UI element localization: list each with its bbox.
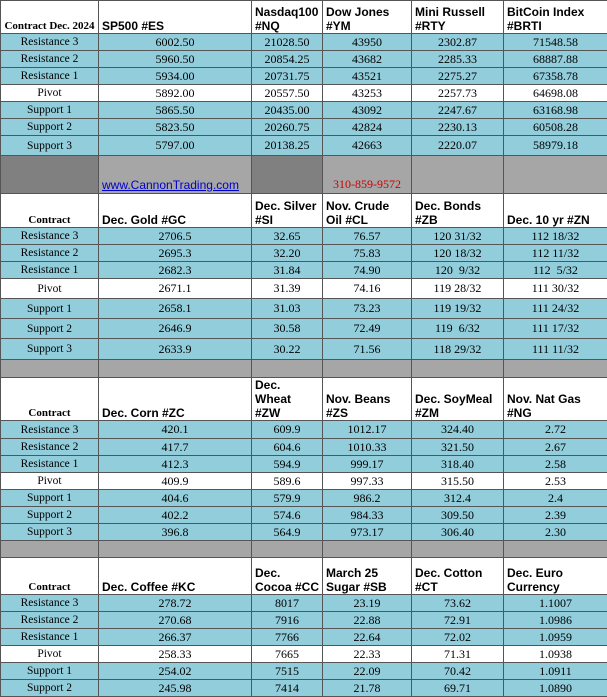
price-cell: 589.6 xyxy=(252,473,323,490)
row-label: Resistance 1 xyxy=(1,629,99,646)
pivot-table-body xyxy=(1,1,607,697)
price-cell: 112 5/32 xyxy=(504,262,607,279)
price-cell: 31.39 xyxy=(252,279,323,299)
column-header: Dec. 10 yr #ZN xyxy=(504,194,607,228)
row-label: Resistance 2 xyxy=(1,51,99,68)
price-cell: 32.65 xyxy=(252,228,323,245)
price-cell: 71548.58 xyxy=(504,34,607,51)
price-cell: 997.33 xyxy=(323,473,412,490)
table-row xyxy=(1,421,607,439)
column-header: March 25 Sugar #SB xyxy=(323,558,412,595)
table-row xyxy=(1,85,607,102)
price-cell: 417.7 xyxy=(99,439,252,456)
price-cell: 2220.07 xyxy=(412,136,504,156)
price-cell: 7766 xyxy=(252,629,323,646)
website-link[interactable]: www.CannonTrading.com xyxy=(99,156,252,194)
price-cell: 20854.25 xyxy=(252,51,323,68)
price-cell: 73.62 xyxy=(412,595,504,612)
price-cell: 2.67 xyxy=(504,439,607,456)
price-cell: 22.33 xyxy=(323,646,412,663)
table-row xyxy=(1,34,607,51)
column-header: Nov. Nat Gas #NG xyxy=(504,378,607,421)
price-cell: 71.56 xyxy=(323,339,412,360)
price-cell: 67358.78 xyxy=(504,68,607,85)
price-cell: 2275.27 xyxy=(412,68,504,85)
row-label: Resistance 2 xyxy=(1,245,99,262)
row-label: Resistance 2 xyxy=(1,439,99,456)
price-cell: 2230.13 xyxy=(412,119,504,136)
table-row xyxy=(1,299,607,319)
separator-cell xyxy=(252,156,323,194)
price-cell: 30.58 xyxy=(252,319,323,339)
price-cell: 119 28/32 xyxy=(412,279,504,299)
price-cell: 22.88 xyxy=(323,612,412,629)
row-label: Pivot xyxy=(1,473,99,490)
price-cell: 324.40 xyxy=(412,421,504,439)
price-cell: 2658.1 xyxy=(99,299,252,319)
price-cell: 58979.18 xyxy=(504,136,607,156)
separator-cell xyxy=(1,156,99,194)
column-header: BitCoin Index #BRTI xyxy=(504,1,607,34)
table-row xyxy=(1,245,607,262)
price-cell: 579.9 xyxy=(252,490,323,507)
price-cell: 20260.75 xyxy=(252,119,323,136)
price-cell: 75.83 xyxy=(323,245,412,262)
price-cell: 74.16 xyxy=(323,279,412,299)
row-label: Resistance 2 xyxy=(1,612,99,629)
price-cell: 409.9 xyxy=(99,473,252,490)
price-cell: 2706.5 xyxy=(99,228,252,245)
price-cell: 74.90 xyxy=(323,262,412,279)
contract-header: Contract xyxy=(1,194,99,228)
table-row xyxy=(1,524,607,541)
column-header: Dec. Corn #ZC xyxy=(99,378,252,421)
price-cell: 5934.00 xyxy=(99,68,252,85)
price-cell: 266.37 xyxy=(99,629,252,646)
price-cell: 2633.9 xyxy=(99,339,252,360)
table-row xyxy=(1,51,607,68)
price-cell: 120 18/32 xyxy=(412,245,504,262)
row-label: Resistance 1 xyxy=(1,262,99,279)
column-header: Dow Jones #YM xyxy=(323,1,412,34)
contract-header: Contract Dec. 2024 xyxy=(1,1,99,34)
row-label: Resistance 3 xyxy=(1,228,99,245)
price-cell: 2247.67 xyxy=(412,102,504,119)
table-row xyxy=(1,119,607,136)
price-cell: 76.57 xyxy=(323,228,412,245)
row-label: Support 3 xyxy=(1,524,99,541)
price-cell: 2646.9 xyxy=(99,319,252,339)
column-header: Nasdaq100 #NQ xyxy=(252,1,323,34)
table-row xyxy=(1,228,607,245)
column-header: Nov. Beans #ZS xyxy=(323,378,412,421)
price-cell: 119 19/32 xyxy=(412,299,504,319)
price-cell: 986.2 xyxy=(323,490,412,507)
price-cell: 1.1007 xyxy=(504,595,607,612)
price-cell: 318.40 xyxy=(412,456,504,473)
price-cell: 1.0959 xyxy=(504,629,607,646)
price-cell: 396.8 xyxy=(99,524,252,541)
price-cell: 5892.00 xyxy=(99,85,252,102)
price-cell: 118 29/32 xyxy=(412,339,504,360)
table-row xyxy=(1,102,607,119)
price-cell: 278.72 xyxy=(99,595,252,612)
price-cell: 112 11/32 xyxy=(504,245,607,262)
price-cell: 2302.87 xyxy=(412,34,504,51)
row-label: Resistance 3 xyxy=(1,595,99,612)
row-label: Resistance 3 xyxy=(1,34,99,51)
separator-cell xyxy=(504,541,607,558)
column-header: Dec. SoyMeal #ZM xyxy=(412,378,504,421)
price-cell: 64698.08 xyxy=(504,85,607,102)
price-cell: 43521 xyxy=(323,68,412,85)
price-cell: 2695.3 xyxy=(99,245,252,262)
price-cell: 1012.17 xyxy=(323,421,412,439)
table-row xyxy=(1,663,607,680)
row-label: Pivot xyxy=(1,85,99,102)
table-row xyxy=(1,339,607,360)
separator-cell xyxy=(252,360,323,378)
price-cell: 2285.33 xyxy=(412,51,504,68)
price-cell: 20138.25 xyxy=(252,136,323,156)
price-cell: 2.39 xyxy=(504,507,607,524)
price-cell: 20731.75 xyxy=(252,68,323,85)
price-cell: 42824 xyxy=(323,119,412,136)
price-cell: 63168.98 xyxy=(504,102,607,119)
price-cell: 258.33 xyxy=(99,646,252,663)
price-cell: 564.9 xyxy=(252,524,323,541)
price-cell: 2671.1 xyxy=(99,279,252,299)
price-cell: 2.72 xyxy=(504,421,607,439)
section-header-row xyxy=(1,194,607,228)
separator-cell xyxy=(99,360,252,378)
price-cell: 2682.3 xyxy=(99,262,252,279)
contract-header: Contract xyxy=(1,378,99,421)
price-cell: 5823.50 xyxy=(99,119,252,136)
price-cell: 7916 xyxy=(252,612,323,629)
column-header: Dec. Gold #GC xyxy=(99,194,252,228)
price-cell: 111 17/32 xyxy=(504,319,607,339)
table-row xyxy=(1,279,607,299)
price-cell: 72.49 xyxy=(323,319,412,339)
row-label: Support 2 xyxy=(1,319,99,339)
column-header: Dec. Bonds #ZB xyxy=(412,194,504,228)
table-row xyxy=(1,319,607,339)
price-cell: 2.58 xyxy=(504,456,607,473)
separator-cell xyxy=(1,541,99,558)
section-header-row xyxy=(1,1,607,34)
price-cell: 43682 xyxy=(323,51,412,68)
separator-cell xyxy=(412,360,504,378)
price-cell: 43253 xyxy=(323,85,412,102)
price-cell: 315.50 xyxy=(412,473,504,490)
row-label: Resistance 1 xyxy=(1,68,99,85)
price-cell: 5865.50 xyxy=(99,102,252,119)
price-cell: 112 18/32 xyxy=(504,228,607,245)
price-cell: 111 30/32 xyxy=(504,279,607,299)
price-cell: 120 9/32 xyxy=(412,262,504,279)
table-row xyxy=(1,456,607,473)
price-cell: 120 31/32 xyxy=(412,228,504,245)
price-cell: 72.91 xyxy=(412,612,504,629)
price-cell: 71.31 xyxy=(412,646,504,663)
table-row xyxy=(1,68,607,85)
price-cell: 23.19 xyxy=(323,595,412,612)
price-cell: 20557.50 xyxy=(252,85,323,102)
price-cell: 2.30 xyxy=(504,524,607,541)
column-header: Dec. Cocoa #CC xyxy=(252,558,323,595)
price-cell: 1.0890 xyxy=(504,680,607,697)
row-label: Support 3 xyxy=(1,339,99,360)
row-label: Support 2 xyxy=(1,507,99,524)
separator-cell xyxy=(99,541,252,558)
row-label: Support 1 xyxy=(1,102,99,119)
price-cell: 21.78 xyxy=(323,680,412,697)
column-header: Dec. Cotton #CT xyxy=(412,558,504,595)
section-header-row xyxy=(1,378,607,421)
price-cell: 604.6 xyxy=(252,439,323,456)
section-separator xyxy=(1,360,607,378)
separator-cell xyxy=(504,360,607,378)
row-label: Resistance 1 xyxy=(1,456,99,473)
row-label: Pivot xyxy=(1,279,99,299)
price-cell: 43950 xyxy=(323,34,412,51)
price-cell: 594.9 xyxy=(252,456,323,473)
table-row xyxy=(1,595,607,612)
price-cell: 420.1 xyxy=(99,421,252,439)
price-cell: 60508.28 xyxy=(504,119,607,136)
price-cell: 574.6 xyxy=(252,507,323,524)
price-cell: 1.0911 xyxy=(504,663,607,680)
price-cell: 254.02 xyxy=(99,663,252,680)
row-label: Support 1 xyxy=(1,490,99,507)
table-row xyxy=(1,136,607,156)
column-header: Dec. Coffee #KC xyxy=(99,558,252,595)
price-cell: 22.09 xyxy=(323,663,412,680)
table-row xyxy=(1,490,607,507)
separator-cell xyxy=(323,541,412,558)
price-cell: 2257.73 xyxy=(412,85,504,102)
price-cell: 984.33 xyxy=(323,507,412,524)
price-cell: 2.4 xyxy=(504,490,607,507)
price-cell: 7665 xyxy=(252,646,323,663)
table-row xyxy=(1,629,607,646)
price-cell: 2.53 xyxy=(504,473,607,490)
price-cell: 69.71 xyxy=(412,680,504,697)
price-cell: 6002.50 xyxy=(99,34,252,51)
price-cell: 21028.50 xyxy=(252,34,323,51)
price-cell: 119 6/32 xyxy=(412,319,504,339)
price-cell: 68887.88 xyxy=(504,51,607,68)
table-row xyxy=(1,646,607,663)
price-cell: 402.2 xyxy=(99,507,252,524)
row-label: Pivot xyxy=(1,646,99,663)
row-label: Support 1 xyxy=(1,663,99,680)
price-cell: 22.64 xyxy=(323,629,412,646)
row-label: Resistance 3 xyxy=(1,421,99,439)
price-cell: 609.9 xyxy=(252,421,323,439)
column-header: Dec. Euro Currency xyxy=(504,558,607,595)
section-header-row xyxy=(1,558,607,595)
price-cell: 412.3 xyxy=(99,456,252,473)
price-cell: 32.20 xyxy=(252,245,323,262)
price-cell: 111 24/32 xyxy=(504,299,607,319)
price-cell: 31.03 xyxy=(252,299,323,319)
price-cell: 321.50 xyxy=(412,439,504,456)
separator-cell xyxy=(252,541,323,558)
price-cell: 42663 xyxy=(323,136,412,156)
price-cell: 43092 xyxy=(323,102,412,119)
separator-cell xyxy=(412,541,504,558)
row-label: Support 3 xyxy=(1,136,99,156)
separator-cell xyxy=(1,360,99,378)
separator-cell xyxy=(412,156,504,194)
phone-number: 310-859-9572 xyxy=(323,156,412,194)
price-cell: 1.0986 xyxy=(504,612,607,629)
price-cell: 1010.33 xyxy=(323,439,412,456)
contract-header: Contract xyxy=(1,558,99,595)
price-cell: 973.17 xyxy=(323,524,412,541)
price-cell: 73.23 xyxy=(323,299,412,319)
table-row xyxy=(1,473,607,490)
price-cell: 72.02 xyxy=(412,629,504,646)
row-label: Support 2 xyxy=(1,680,99,697)
column-header: Nov. Crude Oil #CL xyxy=(323,194,412,228)
price-cell: 30.22 xyxy=(252,339,323,360)
table-row xyxy=(1,612,607,629)
column-header: SP500 #ES xyxy=(99,1,252,34)
table-row xyxy=(1,680,607,697)
table-row xyxy=(1,507,607,524)
table-row xyxy=(1,439,607,456)
column-header: Mini Russell #RTY xyxy=(412,1,504,34)
price-cell: 5960.50 xyxy=(99,51,252,68)
price-cell: 70.42 xyxy=(412,663,504,680)
price-cell: 245.98 xyxy=(99,680,252,697)
section-separator xyxy=(1,541,607,558)
price-cell: 31.84 xyxy=(252,262,323,279)
price-cell: 8017 xyxy=(252,595,323,612)
table-row xyxy=(1,262,607,279)
price-cell: 999.17 xyxy=(323,456,412,473)
row-label: Support 1 xyxy=(1,299,99,319)
price-cell: 5797.00 xyxy=(99,136,252,156)
price-cell: 7414 xyxy=(252,680,323,697)
price-cell: 7515 xyxy=(252,663,323,680)
row-label: Support 2 xyxy=(1,119,99,136)
price-cell: 20435.00 xyxy=(252,102,323,119)
price-cell: 309.50 xyxy=(412,507,504,524)
price-cell: 111 11/32 xyxy=(504,339,607,360)
section-separator xyxy=(1,156,607,194)
separator-cell xyxy=(504,156,607,194)
price-cell: 1.0938 xyxy=(504,646,607,663)
column-header: Dec. Silver #SI xyxy=(252,194,323,228)
price-cell: 312.4 xyxy=(412,490,504,507)
price-cell: 306.40 xyxy=(412,524,504,541)
price-cell: 270.68 xyxy=(99,612,252,629)
separator-cell xyxy=(323,360,412,378)
column-header: Dec. Wheat #ZW xyxy=(252,378,323,421)
price-cell: 404.6 xyxy=(99,490,252,507)
